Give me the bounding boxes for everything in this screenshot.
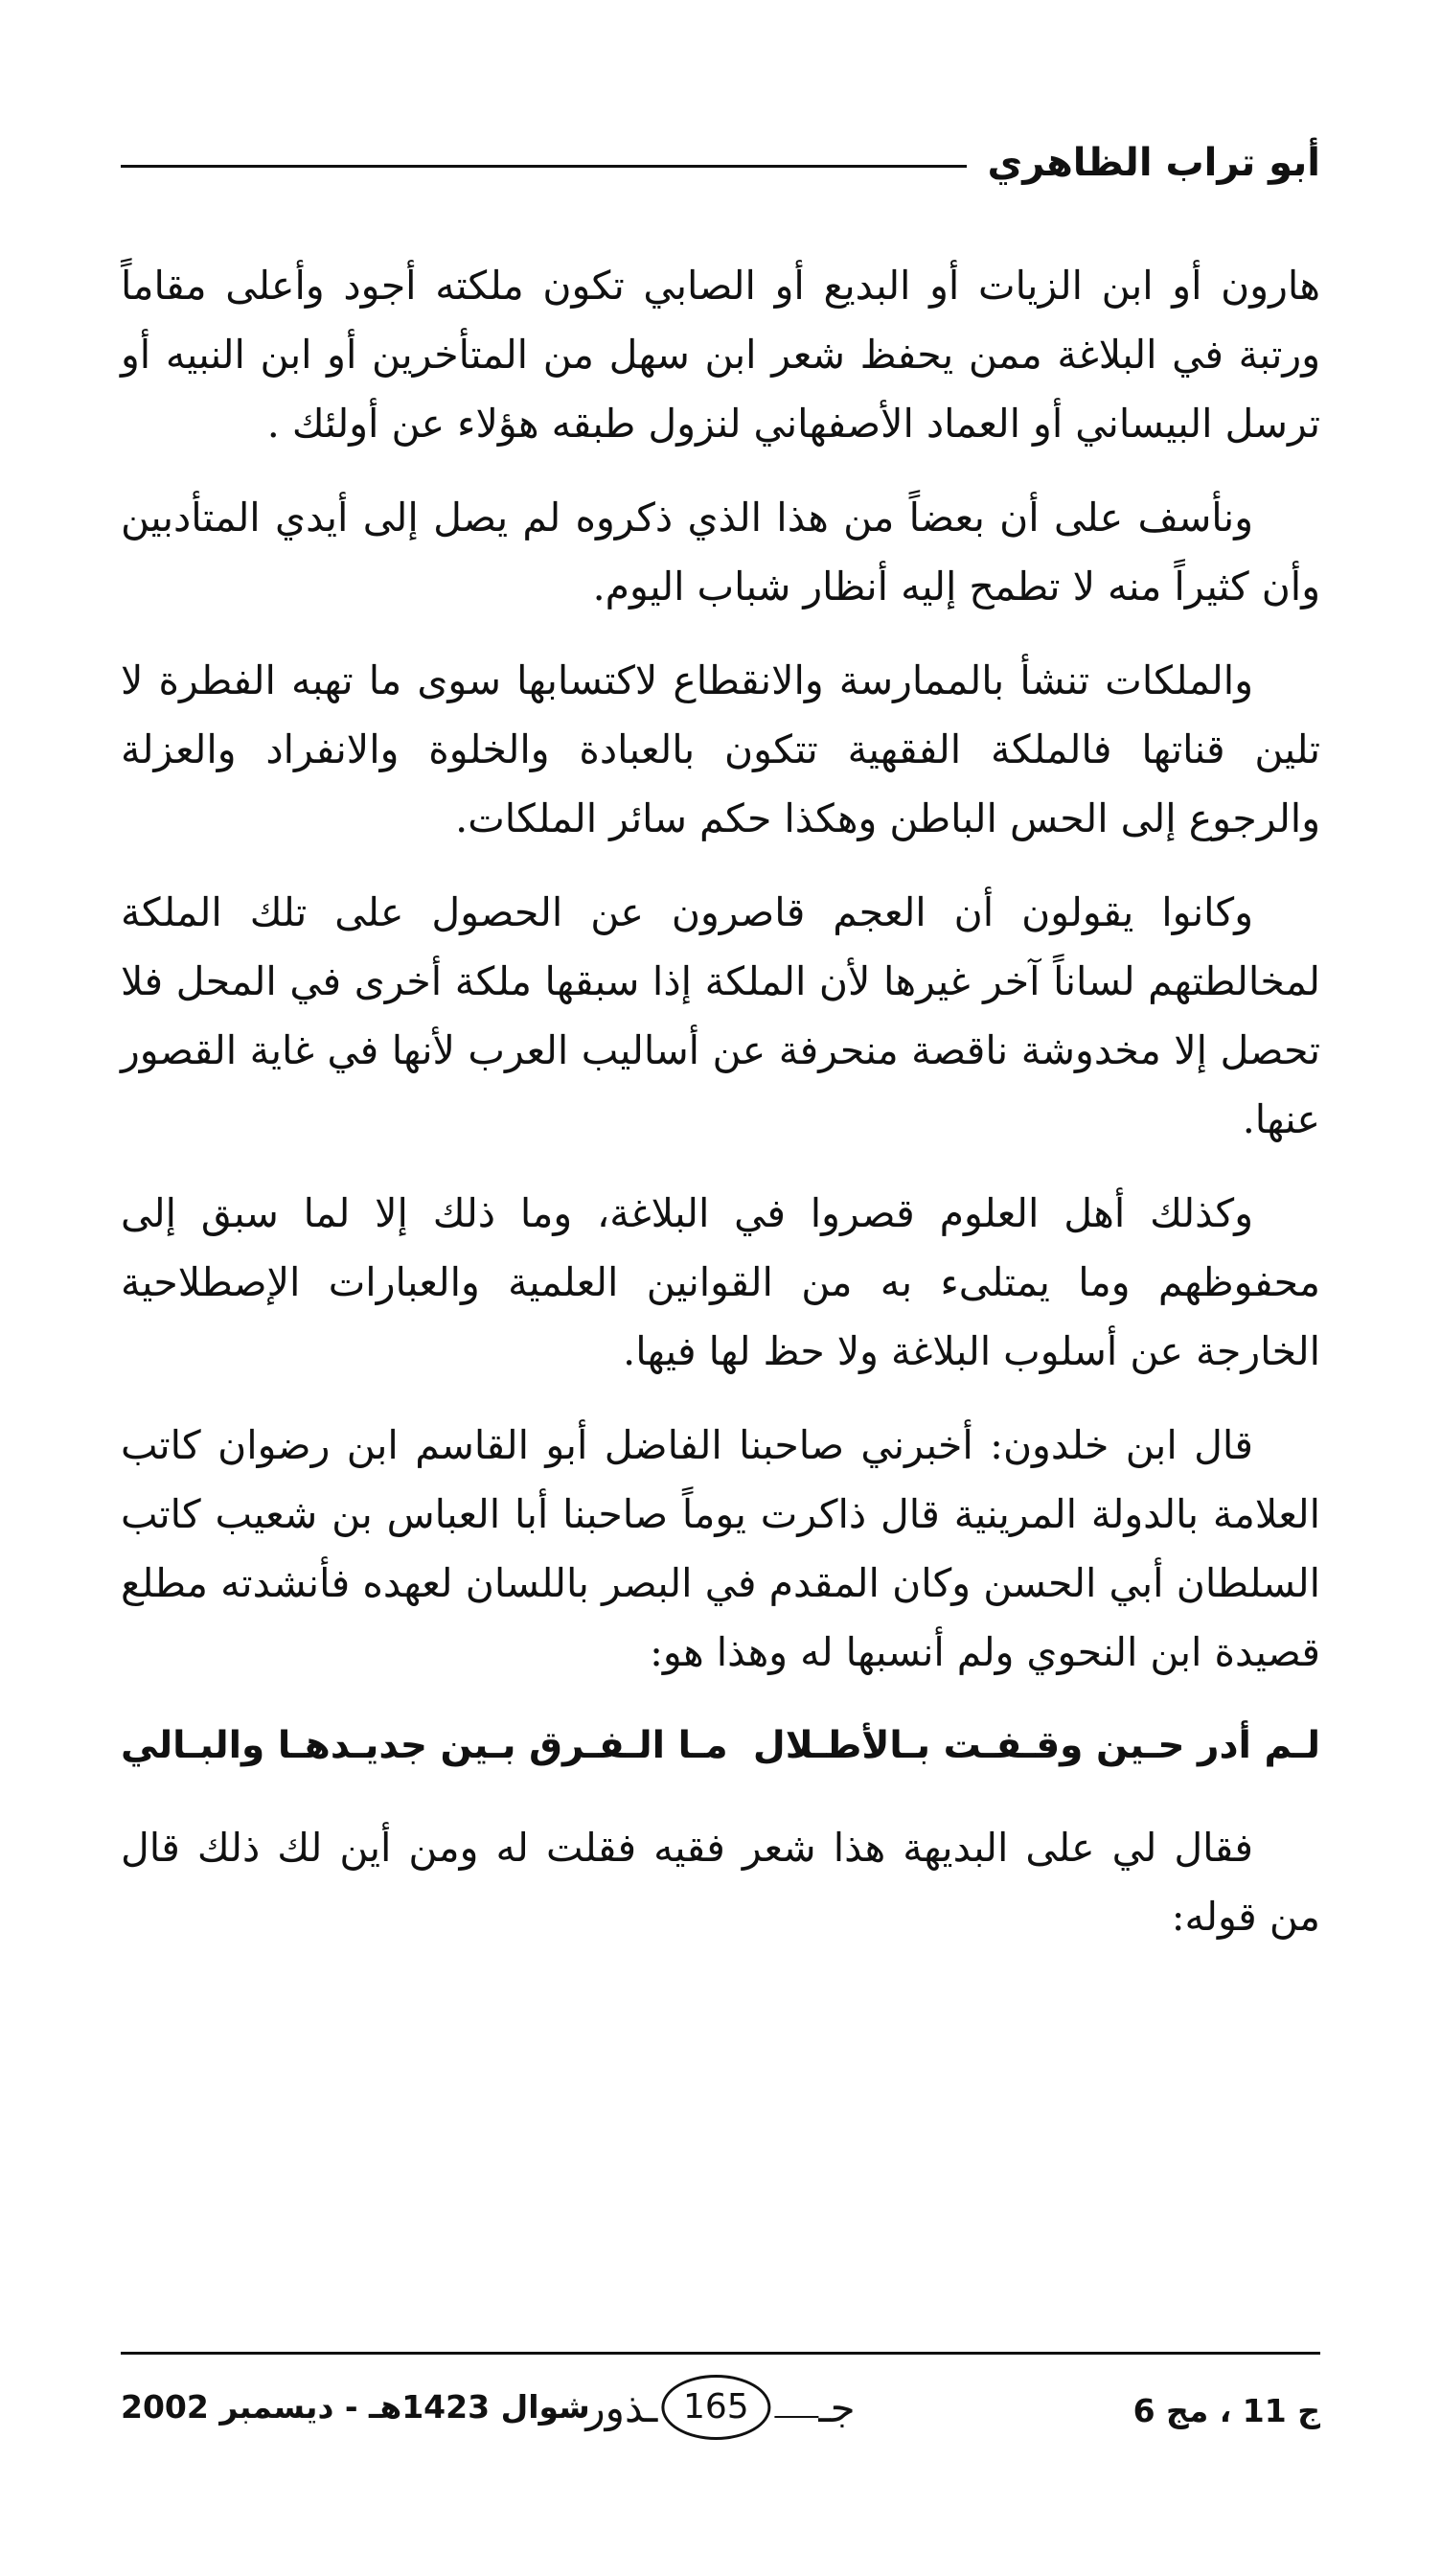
paragraph-2: ونأسف على أن بعضاً من هذا الذي ذكروه لم يصل إلى أيدي المتأدبين وأن كثيراً منه لا تطمح إليه أنظار شباب اليوم. — [121, 494, 1320, 610]
paragraph-4: وكانوا يقولون أن العجم قاصرون عن الحصول على تلك الملكة لمخالطتهم لساناً آخر غيرها لأن الملكة إذا سبقها ملكة أخرى في المحل فلا تحصل إلا مخدوشة ناقصة منحرفة عن أساليب العرب لأنها في غاية القصور عنها. — [121, 889, 1320, 1142]
paragraph-5: وكذلك أهل العلوم قصروا في البلاغة، وما ذلك إلا لما سبق إلى محفوظهم وما يمتلىء به من القوانين العلمية والعبارات الإصطلاحية الخارجة عن أسلوب البلاغة ولا حظ لها فيها. — [121, 1190, 1320, 1374]
journal-name-right: جـ — [818, 2383, 856, 2431]
paragraph-1: هارون أو ابن الزيات أو البديع أو الصابي تكون ملكته أجود وأعلى مقاماً ورتبة في البلاغة ممن يحفظ شعر ابن سهل من المتأخرين أو ابن النبيه أو ترسل البيساني أو العماد الأصفهاني لنزول طبقه هؤلاء عن أولئك . — [121, 263, 1320, 447]
journal-logo — [585, 2375, 855, 2440]
verse-second-hemistich: مـا الـفـرق بـين جديـدهـا والبـالي — [121, 1724, 728, 1767]
header-author-title: أبو تراب الظاهري — [987, 141, 1320, 185]
footer-date: شوال 1423هـ - ديسمبر 2002 — [121, 2388, 590, 2426]
verse-first-hemistich: لـم أدر حـين وقـفـت بـالأطـلال — [752, 1724, 1320, 1767]
journal-connector-right — [774, 2416, 818, 2418]
journal-name-left: ـذور — [585, 2383, 658, 2431]
page-number: 165 — [661, 2375, 770, 2440]
poem-verse — [121, 1712, 1320, 1781]
header-rule — [121, 165, 967, 168]
running-header — [121, 125, 1320, 201]
article-body — [121, 251, 1320, 1976]
footer-rule — [121, 2352, 1320, 2355]
paragraph-6: قال ابن خلدون: أخبرني صاحبنا الفاضل أبو القاسم ابن رضوان كاتب العلامة بالدولة المرينية قال ذاكرت يوماً صاحبنا أبا العباس بن شعيب كاتب السلطان أبي الحسن وكان المقدم في البصر باللسان لعهده فأنشدته مطلع قصيدة ابن النحوي ولم أنسبها له وهذا هو: — [121, 1422, 1320, 1675]
paragraph-3: والملكات تنشأ بالممارسة والانقطاع لاكتسابها سوى ما تهبه الفطرة لا تلين قناتها فالملكة الفقهية تتكون بالعبادة والخلوة والانفراد والعزلة والرجوع إلى الحس الباطن وهكذا حكم سائر الملكات. — [121, 657, 1320, 841]
page-footer — [121, 2375, 1320, 2451]
footer-issue-volume: ج 11 ، مج 6 — [1132, 2392, 1320, 2429]
paragraph-7: فقال لي على البديهة هذا شعر فقيه فقلت له ومن أين لك ذلك قال من قوله: — [121, 1825, 1320, 1940]
